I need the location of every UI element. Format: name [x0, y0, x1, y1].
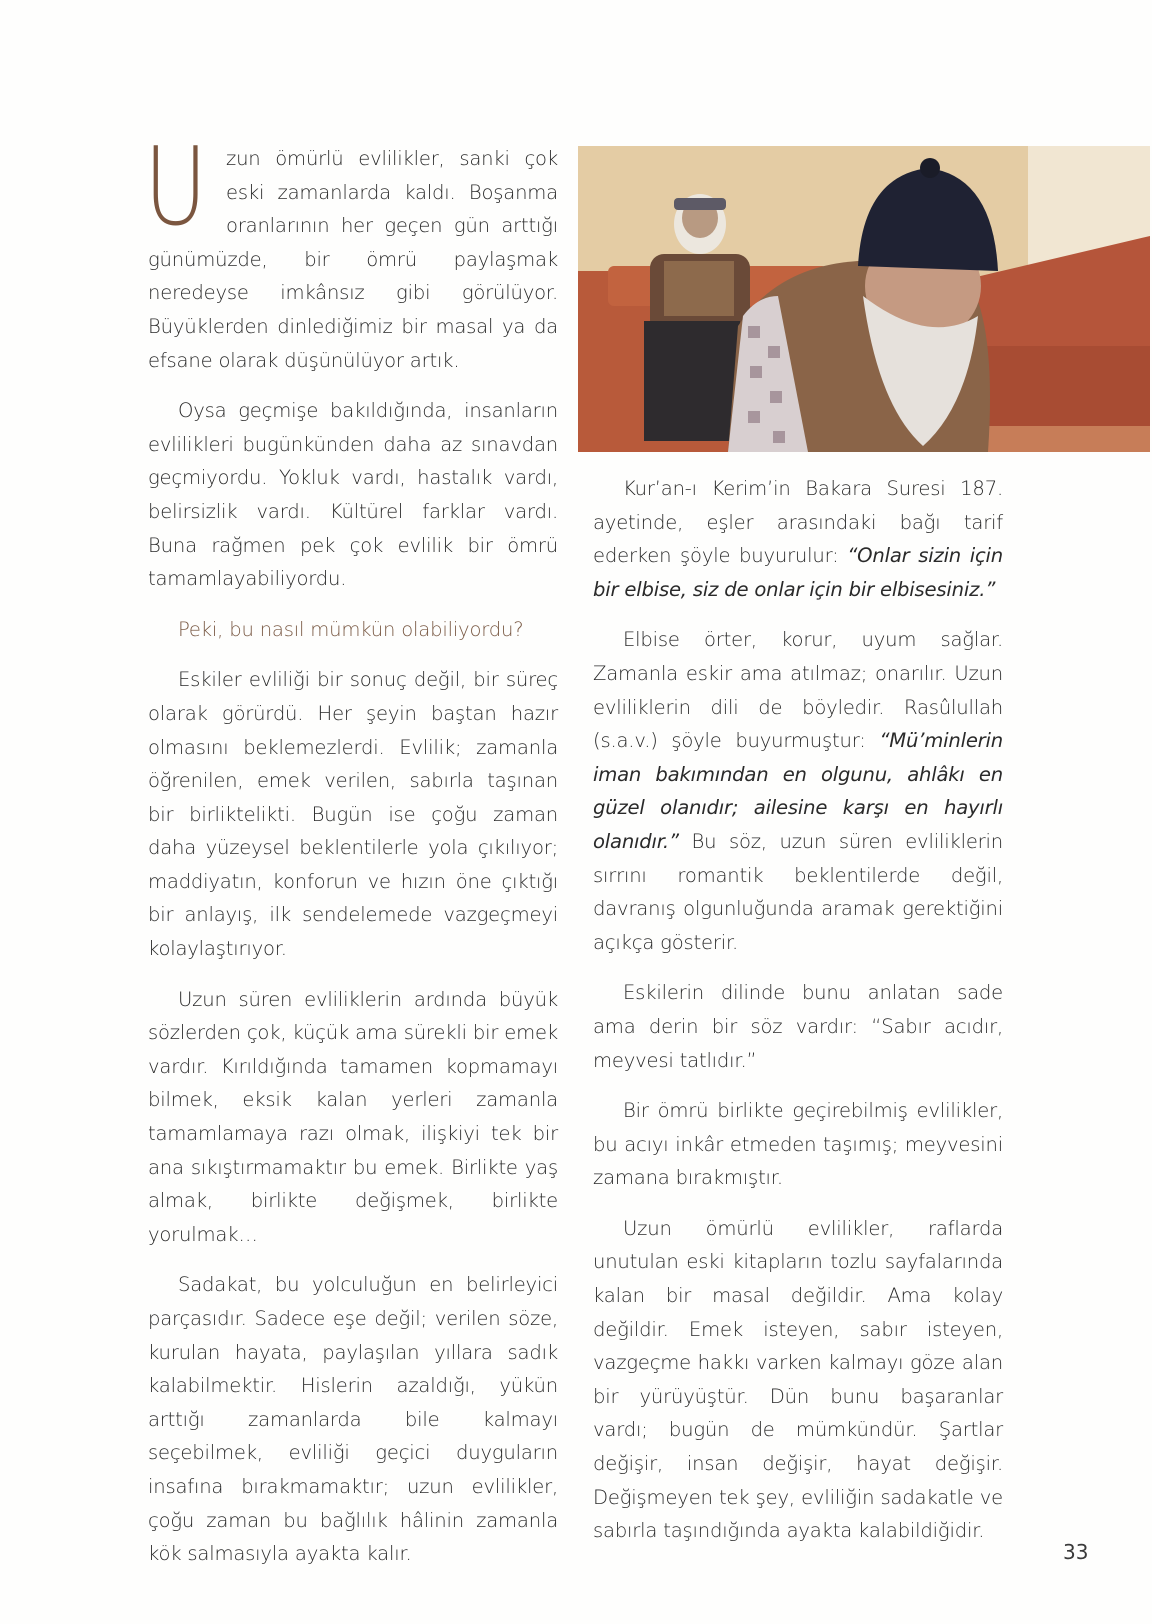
- drop-cap: U: [144, 125, 208, 250]
- quran-quote-paragraph: [593, 472, 1003, 606]
- quran-quote: “Onlar sizin için bir elbise, siz de onlar için bir elbisesiniz.”: [593, 544, 1004, 601]
- hadith-outro-text: Bu söz, uzun süren evliliklerin sırrını romantik beklentilerde değil, davranış olgunluğunda aramak gerektiğini açıkça gösterir.: [593, 829, 1003, 954]
- body-paragraph: Uzun ömürlü evlilikler, raflarda unutulan eski kitapların tozlu sayfalarında kalan bir masal değildir. Ama kolay değildir. Emek isteyen, sabır isteyen, vazgeçme hakkı varken kalmayı göze alan bir yürüyüştür. Dün bunu başaranlar vardı; bugün de mümkündür. Şartlar değişir, insan değişir, hayat değişir. Değişmeyen tek şey, evliliğin sadakatle ve sabırla taşındığında ayakta kalabildiğidir.: [593, 1216, 1003, 1543]
- intro-text: zun ömürlü evlilikler, sanki çok eski zamanlarda kaldı. Boşanma oranlarının her geçen gün arttığı günümüzde, bir ömrü paylaşmak neredeyse imkânsız gibi görülüyor. Büyüklerden dinlediğimiz bir masal ya da efsane olarak düşünülüyor artık.: [148, 147, 558, 372]
- body-paragraph: Sadakat, bu yolculuğun en belirleyici parçasıdır. Sadece eşe değil; verilen söze, kurulan hayata, paylaşılan yıllara sadık kalabilmektir. Hislerin azaldığı, yükün arttığı zamanlarda bile kalmayı seçebilmek, evliliği geçici duyguların insafına bırakmamaktır; uzun evlilikler, çoğu zaman bu bağlılık hâlinin zamanla kök salmasıyla ayakta kalır.: [148, 1273, 558, 1566]
- subheading: Peki, bu nasıl mümkün olabiliyordu?: [178, 617, 524, 641]
- quran-intro-text: Kur’an-ı Kerim’in Bakara Suresi 187. ayetinde, eşler arasındaki bağı tarif ederken şöyle buyurulur:: [593, 477, 1003, 568]
- photo-illustration: [578, 146, 1150, 452]
- left-column: [144, 125, 558, 1588]
- page-number: 33: [1063, 1540, 1089, 1564]
- intro-paragraph: [144, 125, 558, 377]
- body-paragraph: Uzun süren evliliklerin ardında büyük sözlerden çok, küçük ama sürekli bir emek vardır. Kırıldığında tamamen kopmamayı bilmek, eksik kalan yerleri zamanla tamamlamaya razı olmak, ilişkiyi tek bir ana sıkıştırmamaktır bu emek. Birlikte yaş almak, birlikte değişmek, birlikte yorulmak…: [148, 987, 558, 1246]
- right-column: [593, 472, 1003, 1565]
- body-paragraph: Eskilerin dilinde bunu anlatan sade ama derin bir söz vardır: “Sabır acıdır, meyvesi tatlıdır.”: [593, 981, 1003, 1072]
- hadith-quote: “Mü’minlerin iman bakımından en olgunu, ahlâkı en güzel olanıdır; ailesine karşı en hayırlı olanıdır.”: [593, 729, 1003, 853]
- article-photo: [578, 146, 1150, 452]
- woman-skirt: [644, 321, 740, 441]
- body-paragraph: Bir ömrü birlikte geçirebilmiş evlilikler, bu acıyı inkâr etmeden taşımış; meyvesini zamana bırakmıştır.: [593, 1099, 1003, 1190]
- hadith-paragraph: [593, 623, 1003, 959]
- hadith-intro-text: Elbise örter, korur, uyum sağlar. Zamanla eskir ama atılmaz; onarılır. Uzun evliliklerin dili de böyledir. Rasûlullah (s.a.v.) şöyle buyurmuştur:: [593, 628, 1003, 753]
- body-paragraph: Oysa geçmişe bakıldığında, insanların evlilikleri bugünkünden daha az sınavdan geçmiyordu. Yokluk vardı, hastalık vardı, belirsizlik vardı. Kültürel farklar vardı. Buna rağmen pek çok evlilik bir ömrü tamamlayabiliyordu.: [148, 399, 558, 591]
- body-paragraph: Eskiler evliliği bir sonuç değil, bir süreç olarak görürdü. Her şeyin baştan hazır olmasını beklemezlerdi. Evlilik; zamanla öğrenilen, emek verilen, sabırla taşınan bir birliktelikti. Bugün ise çoğu zaman daha yüzeysel beklentilerle yola çıkılıyor; maddiyatın, konforun ve hızın öne çıktığı bir anlayış, ilk sendelemede vazgeçmeyi kolaylaştırıyor.: [148, 668, 558, 961]
